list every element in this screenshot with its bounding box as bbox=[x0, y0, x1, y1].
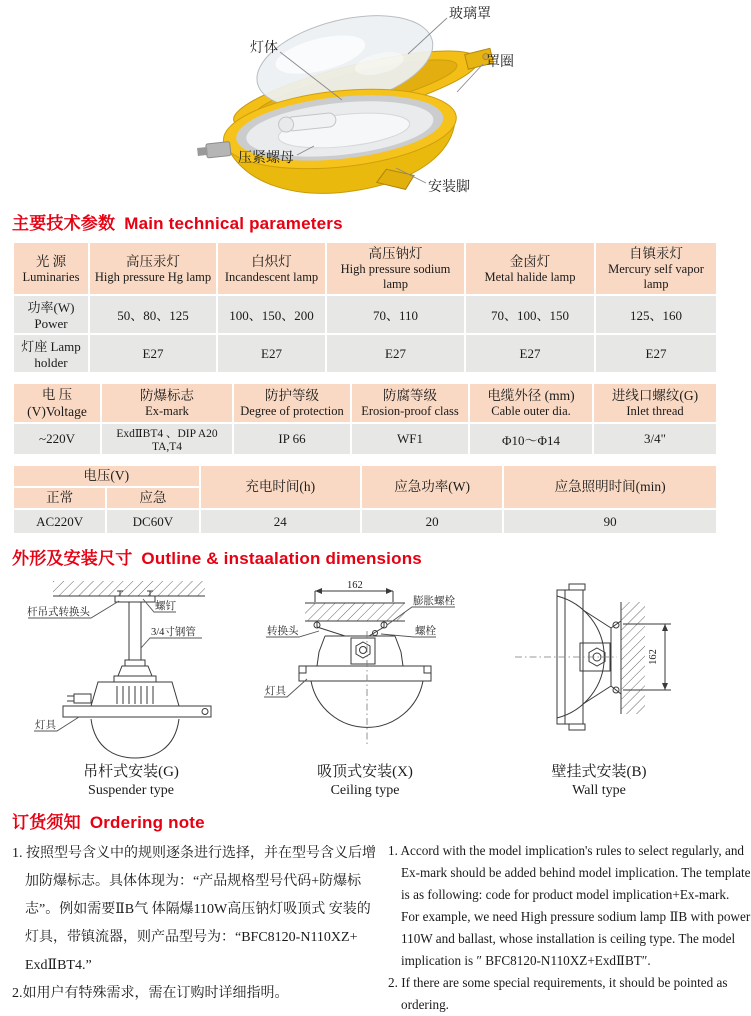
col-header-incandescent-lamp: 白炽灯 Incandescent lamp bbox=[218, 243, 325, 294]
power-row-label: 功率(W) Power bbox=[14, 296, 88, 333]
label-adapter: 转换头 bbox=[266, 626, 298, 637]
col-header-normal: 正常 bbox=[14, 488, 105, 508]
lamp-holder-value: E27 bbox=[596, 335, 716, 372]
emergency-value-row bbox=[14, 510, 716, 533]
note-line: 2.如用户有特殊需求，需在订购时详细指明。 bbox=[12, 986, 289, 1001]
power-value: 50、80、125 bbox=[90, 296, 216, 333]
caption-zh: 吸顶式安装(X) bbox=[317, 764, 413, 780]
col-header-inlet-thread: 进线口螺纹(G) Inlet thread bbox=[594, 384, 716, 422]
section-heading-tech-zh: 主要技术参数 bbox=[12, 214, 116, 233]
emergency-table bbox=[12, 464, 718, 535]
diagram-wall-caption bbox=[484, 763, 714, 799]
col-header-emergency-duration: 应急照明时间(min) bbox=[504, 466, 716, 508]
lamp-holder-value: E27 bbox=[90, 335, 216, 372]
normal-voltage-value: AC220V bbox=[14, 510, 105, 533]
col-header-voltage-group: 电压(V) bbox=[14, 466, 199, 486]
lamp-dome-profile bbox=[91, 719, 179, 758]
col-header-emergency: 应急 bbox=[107, 488, 198, 508]
note-line: ordering. bbox=[401, 997, 449, 1012]
lamp-holder-row bbox=[14, 335, 716, 372]
power-value: 125、160 bbox=[596, 296, 716, 333]
cable-gland bbox=[206, 142, 231, 158]
emergency-duration-value: 90 bbox=[504, 510, 716, 533]
col-header-hg-lamp: 高压汞灯 High pressure Hg lamp bbox=[90, 243, 216, 294]
ratings-table bbox=[12, 382, 718, 456]
voltage-value: ~220V bbox=[14, 424, 100, 454]
note-line: 加防爆标志。具体体现为：“产品规格型号代码+防爆标 bbox=[25, 874, 362, 889]
callout-lamp-body: 灯体 bbox=[250, 41, 278, 56]
erosion-class-value: WF1 bbox=[352, 424, 468, 454]
charge-time-value: 24 bbox=[201, 510, 360, 533]
luminaries-header-row bbox=[14, 243, 716, 294]
col-header-light-source: 光 源 Luminaries bbox=[14, 243, 88, 294]
diagram-wall-drawing bbox=[487, 576, 712, 761]
col-header-cable-dia: 电缆外径 (mm) Cable outer dia. bbox=[470, 384, 592, 422]
section-heading-outline bbox=[12, 544, 730, 569]
dimension-162: 162 bbox=[346, 580, 363, 591]
lamp-holder-row-label: 灯座 Lamp holder bbox=[14, 335, 88, 372]
power-value: 70、110 bbox=[327, 296, 464, 333]
note-line: ExdⅡBT4.” bbox=[25, 958, 92, 973]
section-heading-outline-en: Outline & instaalation dimensions bbox=[141, 549, 422, 568]
product-photo-figure bbox=[0, 0, 730, 200]
caption-zh: 壁挂式安装(B) bbox=[551, 764, 647, 780]
inlet-thread-value: 3/4" bbox=[594, 424, 716, 454]
product-photo-illustration bbox=[0, 0, 730, 200]
ex-mark-value: ExdⅡBT4 、DIP A20 TA,T4 bbox=[102, 424, 232, 454]
note-line: 1. 按照型号含义中的规则逐条进行选择，并在型号含义后增 bbox=[12, 846, 376, 861]
diagram-ceiling-caption bbox=[250, 763, 480, 799]
note-line: implication is ″ BFC8120-N110XZ+ExdⅡBT″. bbox=[401, 953, 651, 968]
installation-diagrams bbox=[0, 576, 730, 799]
label-screw: 螺钉 bbox=[154, 601, 176, 612]
section-heading-tech-en: Main technical parameters bbox=[124, 214, 343, 233]
wall-hatch bbox=[621, 602, 645, 714]
label-rod-adapter: 杆吊式转换头 bbox=[26, 607, 90, 618]
dimension-162: 162 bbox=[647, 649, 659, 665]
ordering-notes bbox=[0, 840, 751, 1016]
col-header-charge-time: 充电时间(h) bbox=[201, 466, 360, 508]
diagram-wall bbox=[484, 576, 714, 799]
power-value: 70、100、150 bbox=[466, 296, 594, 333]
note-line: 2. If there are some special requirements, it should be pointed as bbox=[388, 975, 728, 990]
note-line: For example, we need High pressure sodium lamp ⅡB with power bbox=[401, 909, 751, 924]
note-line: 110W and ballast, whose installation is ceiling type. The model bbox=[401, 931, 736, 946]
col-header-erosion-class: 防腐等级 Erosion-proof class bbox=[352, 384, 468, 422]
caption-en: Ceiling type bbox=[330, 783, 400, 798]
section-heading-ordering-zh: 订货须知 bbox=[12, 813, 81, 832]
note-line: is as following: code for product model implication+Ex-mark. bbox=[401, 887, 730, 902]
diagram-suspender bbox=[16, 576, 246, 799]
lamp-holder-value: E27 bbox=[327, 335, 464, 372]
caption-zh: 吊杆式安装(G) bbox=[83, 764, 179, 780]
label-expansion-bolt: 膨胀螺栓 bbox=[412, 596, 455, 607]
emergency-voltage-value: DC60V bbox=[107, 510, 198, 533]
col-header-ex-mark: 防爆标志 Ex-mark bbox=[102, 384, 232, 422]
callout-mounting-foot: 安装脚 bbox=[428, 180, 470, 195]
emergency-power-value: 20 bbox=[362, 510, 502, 533]
col-header-emergency-power: 应急功率(W) bbox=[362, 466, 502, 508]
caption-en: Wall type bbox=[572, 783, 626, 798]
note-line: 灯具，带镇流器，则产品型号为：“BFC8120-N110XZ+ bbox=[25, 930, 358, 945]
label-lamp: 灯具 bbox=[34, 720, 56, 731]
lamp-holder-value: E27 bbox=[218, 335, 325, 372]
cable-dia-value: Φ10～Φ14 bbox=[470, 424, 592, 454]
callout-glass-cover: 玻璃罩 bbox=[449, 7, 491, 22]
lamp-holder-value: E27 bbox=[466, 335, 594, 372]
col-header-protection-degree: 防护等级 Degree of protection bbox=[234, 384, 350, 422]
diagram-ceiling-drawing bbox=[253, 576, 478, 761]
luminaries-table bbox=[12, 241, 718, 374]
power-value: 100、150、200 bbox=[218, 296, 325, 333]
caption-en: Suspender type bbox=[88, 783, 174, 798]
label-steel-pipe: 3/4寸钢管 bbox=[150, 627, 196, 638]
note-line: Ex-mark should be added behind model implication. The template bbox=[401, 865, 751, 880]
protection-degree-value: IP 66 bbox=[234, 424, 350, 454]
ratings-header-row bbox=[14, 384, 716, 422]
ordering-notes-en bbox=[388, 840, 751, 1016]
section-heading-ordering-en: Ordering note bbox=[89, 813, 205, 832]
callout-compression-nut: 压紧螺母 bbox=[238, 151, 294, 166]
diagram-suspender-caption bbox=[16, 763, 246, 799]
col-header-sodium-lamp: 高压钠灯 High pressure sodium lamp bbox=[327, 243, 464, 294]
diagram-suspender-drawing bbox=[19, 576, 244, 761]
col-header-self-vapor-lamp: 自镇汞灯 Mercury self vapor lamp bbox=[596, 243, 716, 294]
callout-cover-ring: 罩圈 bbox=[486, 55, 514, 70]
section-heading-outline-zh: 外形及安装尺寸 bbox=[12, 549, 133, 568]
section-heading-tech bbox=[12, 209, 730, 234]
lamp-body-group bbox=[193, 79, 464, 211]
diagram-leader-lines bbox=[28, 599, 202, 731]
section-heading-ordering bbox=[12, 808, 730, 833]
diagram-ceiling bbox=[250, 576, 480, 799]
ordering-notes-zh bbox=[12, 840, 376, 1016]
ceiling-hatch bbox=[305, 603, 405, 621]
ratings-value-row bbox=[14, 424, 716, 454]
label-lamp: 灯具 bbox=[264, 686, 286, 697]
col-header-metal-halide-lamp: 金卤灯 Metal halide lamp bbox=[466, 243, 594, 294]
ceiling-hatch bbox=[53, 581, 205, 596]
note-line: 1. Accord with the model implication's rules to select regularly, and bbox=[388, 843, 745, 858]
note-line: 志”。例如需要ⅡB气 体隔爆110W高压钠灯吸顶式 安装的 bbox=[25, 902, 371, 917]
label-bolt: 螺栓 bbox=[414, 626, 436, 637]
emergency-header-row-1 bbox=[14, 466, 716, 486]
col-header-voltage: 电 压(V)Voltage bbox=[14, 384, 100, 422]
power-row bbox=[14, 296, 716, 333]
